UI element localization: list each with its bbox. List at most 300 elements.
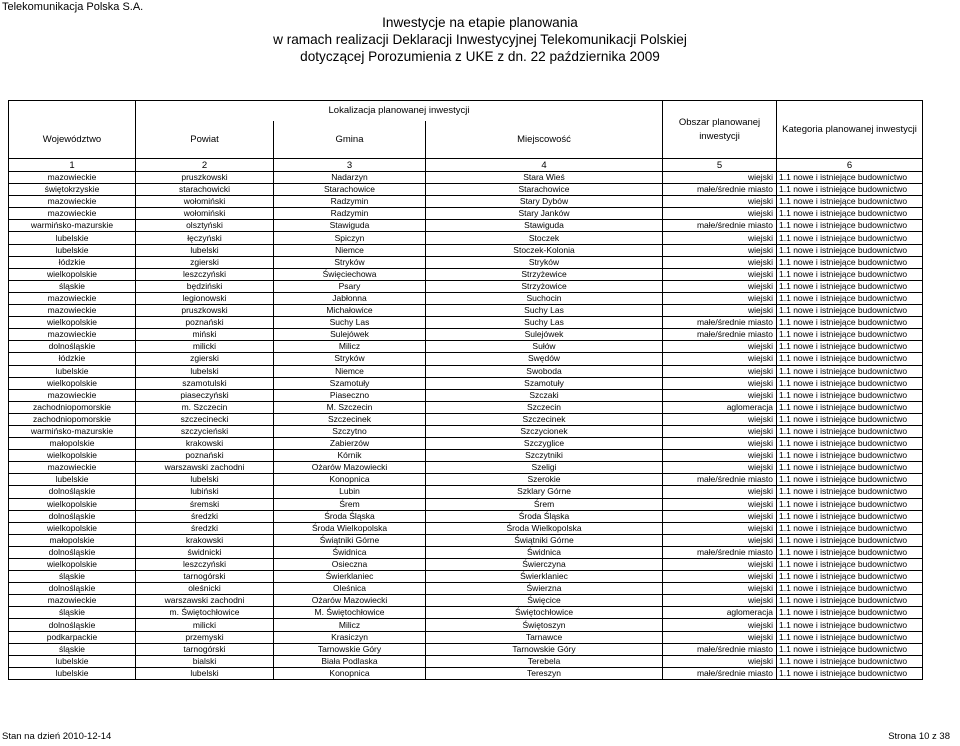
cell-gmina: Radzymin xyxy=(274,196,426,208)
cell-miejscowosc: Starachowice xyxy=(426,184,663,196)
cell-powiat: średzki xyxy=(136,510,274,522)
cell-miejscowosc: Stara Wieś xyxy=(426,172,663,184)
cell-miejscowosc: Stoczek-Kolonia xyxy=(426,244,663,256)
cell-obszar: aglomeracja xyxy=(663,401,777,413)
cell-gmina: Stryków xyxy=(274,353,426,365)
table-row xyxy=(9,498,923,510)
table-row xyxy=(9,438,923,450)
table-row xyxy=(9,655,923,667)
cell-powiat: świdnicki xyxy=(136,546,274,558)
cell-gmina: Stryków xyxy=(274,256,426,268)
cell-miejscowosc: Świdnica xyxy=(426,546,663,558)
cell-gmina: Ożarów Mazowiecki xyxy=(274,462,426,474)
cell-wojewodztwo: śląskie xyxy=(9,607,136,619)
cell-powiat: leszczyński xyxy=(136,268,274,280)
cell-obszar: wiejski xyxy=(663,268,777,280)
column-number: 1 xyxy=(9,159,136,172)
cell-obszar: wiejski xyxy=(663,365,777,377)
table-row xyxy=(9,172,923,184)
cell-kategoria: 1.1 nowe i istniejące budownictwo xyxy=(777,595,923,607)
location-group-header: Lokalizacja planowanej inwestycji xyxy=(136,101,663,121)
cell-kategoria: 1.1 nowe i istniejące budownictwo xyxy=(777,196,923,208)
cell-gmina: Osieczna xyxy=(274,559,426,571)
cell-gmina: Radzymin xyxy=(274,208,426,220)
cell-miejscowosc: Szczecin xyxy=(426,401,663,413)
cell-kategoria: 1.1 nowe i istniejące budownictwo xyxy=(777,534,923,546)
cell-kategoria: 1.1 nowe i istniejące budownictwo xyxy=(777,244,923,256)
cell-kategoria: 1.1 nowe i istniejące budownictwo xyxy=(777,401,923,413)
cell-miejscowosc: Stryków xyxy=(426,256,663,268)
cell-powiat: milicki xyxy=(136,341,274,353)
header-obszar: Obszar planowanej inwestycji xyxy=(663,101,777,159)
cell-miejscowosc: Strzyżewice xyxy=(426,268,663,280)
cell-wojewodztwo: warmińsko-mazurskie xyxy=(9,425,136,437)
column-number: 6 xyxy=(777,159,923,172)
title-line-2: w ramach realizacji Deklaracji Inwestycyjnej Telekomunikacji Polskiej xyxy=(273,32,687,47)
cell-miejscowosc: Środa Wielkopolska xyxy=(426,522,663,534)
cell-kategoria: 1.1 nowe i istniejące budownictwo xyxy=(777,522,923,534)
cell-kategoria: 1.1 nowe i istniejące budownictwo xyxy=(777,317,923,329)
cell-miejscowosc: Swędów xyxy=(426,353,663,365)
cell-gmina: Świątniki Górne xyxy=(274,534,426,546)
cell-miejscowosc: Szamotuły xyxy=(426,377,663,389)
cell-powiat: pruszkowski xyxy=(136,305,274,317)
cell-wojewodztwo: lubelskie xyxy=(9,244,136,256)
cell-powiat: poznański xyxy=(136,450,274,462)
cell-wojewodztwo: małopolskie xyxy=(9,438,136,450)
cell-wojewodztwo: mazowieckie xyxy=(9,172,136,184)
table-row xyxy=(9,377,923,389)
cell-powiat: śremski xyxy=(136,498,274,510)
table-row xyxy=(9,220,923,232)
table-row xyxy=(9,232,923,244)
cell-obszar: wiejski xyxy=(663,341,777,353)
cell-powiat: lubelski xyxy=(136,244,274,256)
cell-obszar: wiejski xyxy=(663,353,777,365)
table-row xyxy=(9,196,923,208)
cell-miejscowosc: Sulejówek xyxy=(426,329,663,341)
cell-wojewodztwo: wielkopolskie xyxy=(9,559,136,571)
column-number: 4 xyxy=(426,159,663,172)
cell-gmina: Nadarzyn xyxy=(274,172,426,184)
cell-kategoria: 1.1 nowe i istniejące budownictwo xyxy=(777,486,923,498)
cell-gmina: Środa Śląska xyxy=(274,510,426,522)
cell-obszar: wiejski xyxy=(663,510,777,522)
cell-obszar: wiejski xyxy=(663,413,777,425)
cell-gmina: Psary xyxy=(274,280,426,292)
cell-kategoria: 1.1 nowe i istniejące budownictwo xyxy=(777,329,923,341)
cell-wojewodztwo: świętokrzyskie xyxy=(9,184,136,196)
cell-obszar: wiejski xyxy=(663,498,777,510)
header-wojewodztwo: Województwo xyxy=(9,121,136,159)
table-row xyxy=(9,292,923,304)
cell-powiat: piaseczyński xyxy=(136,389,274,401)
cell-obszar: wiejski xyxy=(663,450,777,462)
cell-miejscowosc: Swoboda xyxy=(426,365,663,377)
cell-obszar: wiejski xyxy=(663,571,777,583)
cell-kategoria: 1.1 nowe i istniejące budownictwo xyxy=(777,559,923,571)
table-body xyxy=(9,172,923,680)
cell-miejscowosc: Szklary Górne xyxy=(426,486,663,498)
cell-wojewodztwo: lubelskie xyxy=(9,667,136,679)
cell-powiat: milicki xyxy=(136,619,274,631)
cell-miejscowosc: Suchocin xyxy=(426,292,663,304)
cell-obszar: małe/średnie miasto xyxy=(663,220,777,232)
cell-wojewodztwo: zachodniopomorskie xyxy=(9,413,136,425)
cell-wojewodztwo: małopolskie xyxy=(9,534,136,546)
cell-wojewodztwo: dolnośląskie xyxy=(9,546,136,558)
cell-miejscowosc: Tarnawce xyxy=(426,631,663,643)
table-row xyxy=(9,184,923,196)
cell-miejscowosc: Szerokie xyxy=(426,474,663,486)
cell-gmina: Świdnica xyxy=(274,546,426,558)
cell-wojewodztwo: dolnośląskie xyxy=(9,619,136,631)
table-row xyxy=(9,571,923,583)
cell-wojewodztwo: lubelskie xyxy=(9,232,136,244)
cell-powiat: warszawski zachodni xyxy=(136,595,274,607)
cell-powiat: krakowski xyxy=(136,438,274,450)
cell-wojewodztwo: łódzkie xyxy=(9,353,136,365)
cell-obszar: wiejski xyxy=(663,583,777,595)
cell-kategoria: 1.1 nowe i istniejące budownictwo xyxy=(777,232,923,244)
cell-gmina: Milicz xyxy=(274,619,426,631)
cell-powiat: lubelski xyxy=(136,365,274,377)
cell-gmina: M. Świętochłowice xyxy=(274,607,426,619)
cell-obszar: małe/średnie miasto xyxy=(663,184,777,196)
cell-obszar: wiejski xyxy=(663,196,777,208)
cell-powiat: lubiński xyxy=(136,486,274,498)
cell-wojewodztwo: wielkopolskie xyxy=(9,522,136,534)
cell-powiat: warszawski zachodni xyxy=(136,462,274,474)
cell-gmina: Kórnik xyxy=(274,450,426,462)
table-row xyxy=(9,486,923,498)
cell-powiat: szczecinecki xyxy=(136,413,274,425)
cell-wojewodztwo: wielkopolskie xyxy=(9,498,136,510)
cell-powiat: zgierski xyxy=(136,353,274,365)
cell-powiat: wołomiński xyxy=(136,196,274,208)
cell-kategoria: 1.1 nowe i istniejące budownictwo xyxy=(777,462,923,474)
cell-obszar: wiejski xyxy=(663,619,777,631)
cell-miejscowosc: Świętoszyn xyxy=(426,619,663,631)
table-row xyxy=(9,643,923,655)
table-row xyxy=(9,522,923,534)
cell-powiat: m. Świętochłowice xyxy=(136,607,274,619)
cell-gmina: Śrem xyxy=(274,498,426,510)
cell-obszar: wiejski xyxy=(663,244,777,256)
cell-kategoria: 1.1 nowe i istniejące budownictwo xyxy=(777,353,923,365)
cell-wojewodztwo: łódzkie xyxy=(9,256,136,268)
cell-powiat: leszczyński xyxy=(136,559,274,571)
table-row xyxy=(9,425,923,437)
cell-kategoria: 1.1 nowe i istniejące budownictwo xyxy=(777,631,923,643)
cell-kategoria: 1.1 nowe i istniejące budownictwo xyxy=(777,292,923,304)
cell-wojewodztwo: mazowieckie xyxy=(9,305,136,317)
cell-miejscowosc: Szczytniki xyxy=(426,450,663,462)
cell-gmina: Jabłonna xyxy=(274,292,426,304)
cell-kategoria: 1.1 nowe i istniejące budownictwo xyxy=(777,377,923,389)
cell-gmina: Ożarów Mazowiecki xyxy=(274,595,426,607)
cell-powiat: miński xyxy=(136,329,274,341)
cell-gmina: Suchy Las xyxy=(274,317,426,329)
document-title xyxy=(0,14,960,65)
cell-powiat: będziński xyxy=(136,280,274,292)
cell-kategoria: 1.1 nowe i istniejące budownictwo xyxy=(777,510,923,522)
cell-powiat: szczycieński xyxy=(136,425,274,437)
cell-kategoria: 1.1 nowe i istniejące budownictwo xyxy=(777,571,923,583)
cell-obszar: wiejski xyxy=(663,208,777,220)
column-number: 5 xyxy=(663,159,777,172)
cell-gmina: Krasiczyn xyxy=(274,631,426,643)
cell-powiat: starachowicki xyxy=(136,184,274,196)
cell-gmina: Michałowice xyxy=(274,305,426,317)
cell-obszar: wiejski xyxy=(663,377,777,389)
header-gmina: Gmina xyxy=(274,121,426,159)
cell-gmina: Niemce xyxy=(274,244,426,256)
table-row xyxy=(9,546,923,558)
cell-wojewodztwo: mazowieckie xyxy=(9,208,136,220)
cell-kategoria: 1.1 nowe i istniejące budownictwo xyxy=(777,607,923,619)
cell-gmina: Tarnowskie Góry xyxy=(274,643,426,655)
cell-obszar: wiejski xyxy=(663,425,777,437)
table-row xyxy=(9,280,923,292)
page-number: Strona 10 z 38 xyxy=(888,731,950,742)
cell-miejscowosc: Szeligi xyxy=(426,462,663,474)
cell-obszar: wiejski xyxy=(663,438,777,450)
cell-powiat: tarnogórski xyxy=(136,643,274,655)
cell-wojewodztwo: zachodniopomorskie xyxy=(9,401,136,413)
cell-miejscowosc: Tarnowskie Góry xyxy=(426,643,663,655)
cell-powiat: pruszkowski xyxy=(136,172,274,184)
cell-gmina: Biała Podlaska xyxy=(274,655,426,667)
cell-gmina: Święciechowa xyxy=(274,268,426,280)
table-row xyxy=(9,329,923,341)
table-row xyxy=(9,401,923,413)
cell-powiat: bialski xyxy=(136,655,274,667)
cell-gmina: Szczytno xyxy=(274,425,426,437)
cell-wojewodztwo: mazowieckie xyxy=(9,389,136,401)
cell-miejscowosc: Stary Dybów xyxy=(426,196,663,208)
cell-kategoria: 1.1 nowe i istniejące budownictwo xyxy=(777,220,923,232)
cell-powiat: lubelski xyxy=(136,667,274,679)
cell-kategoria: 1.1 nowe i istniejące budownictwo xyxy=(777,341,923,353)
cell-kategoria: 1.1 nowe i istniejące budownictwo xyxy=(777,389,923,401)
table-row xyxy=(9,534,923,546)
cell-powiat: łęczyński xyxy=(136,232,274,244)
cell-powiat: zgierski xyxy=(136,256,274,268)
cell-gmina: Szamotuły xyxy=(274,377,426,389)
cell-obszar: małe/średnie miasto xyxy=(663,643,777,655)
cell-obszar: małe/średnie miasto xyxy=(663,474,777,486)
cell-miejscowosc: Świerczyna xyxy=(426,559,663,571)
cell-wojewodztwo: lubelskie xyxy=(9,365,136,377)
cell-wojewodztwo: podkarpackie xyxy=(9,631,136,643)
title-line-3: dotyczącej Porozumienia z UKE z dn. 22 października 2009 xyxy=(300,49,660,64)
cell-wojewodztwo: wielkopolskie xyxy=(9,317,136,329)
table-row xyxy=(9,208,923,220)
cell-gmina: Świerklaniec xyxy=(274,571,426,583)
table-row xyxy=(9,450,923,462)
table-row xyxy=(9,619,923,631)
cell-powiat: przemyski xyxy=(136,631,274,643)
cell-gmina: Sulejówek xyxy=(274,329,426,341)
cell-kategoria: 1.1 nowe i istniejące budownictwo xyxy=(777,184,923,196)
cell-powiat: krakowski xyxy=(136,534,274,546)
cell-miejscowosc: Szczaki xyxy=(426,389,663,401)
cell-miejscowosc: Świątniki Górne xyxy=(426,534,663,546)
table-row xyxy=(9,365,923,377)
table-row xyxy=(9,583,923,595)
cell-obszar: wiejski xyxy=(663,292,777,304)
cell-gmina: Spiczyn xyxy=(274,232,426,244)
cell-powiat: lubelski xyxy=(136,474,274,486)
cell-miejscowosc: Sułów xyxy=(426,341,663,353)
cell-gmina: Stawiguda xyxy=(274,220,426,232)
cell-wojewodztwo: warmińsko-mazurskie xyxy=(9,220,136,232)
cell-obszar: wiejski xyxy=(663,486,777,498)
cell-obszar: wiejski xyxy=(663,631,777,643)
cell-miejscowosc: Stary Janków xyxy=(426,208,663,220)
cell-kategoria: 1.1 nowe i istniejące budownictwo xyxy=(777,450,923,462)
cell-miejscowosc: Świerklaniec xyxy=(426,571,663,583)
cell-kategoria: 1.1 nowe i istniejące budownictwo xyxy=(777,643,923,655)
cell-wojewodztwo: śląskie xyxy=(9,571,136,583)
cell-miejscowosc: Suchy Las xyxy=(426,317,663,329)
cell-wojewodztwo: wielkopolskie xyxy=(9,377,136,389)
cell-gmina: Milicz xyxy=(274,341,426,353)
cell-obszar: wiejski xyxy=(663,232,777,244)
cell-kategoria: 1.1 nowe i istniejące budownictwo xyxy=(777,667,923,679)
investments-table xyxy=(8,100,923,680)
cell-powiat: m. Szczecin xyxy=(136,401,274,413)
header-miejscowosc: Miejscowość xyxy=(426,121,663,159)
cell-miejscowosc: Tereszyn xyxy=(426,667,663,679)
cell-kategoria: 1.1 nowe i istniejące budownictwo xyxy=(777,280,923,292)
cell-miejscowosc: Świerzna xyxy=(426,583,663,595)
cell-wojewodztwo: lubelskie xyxy=(9,474,136,486)
table-row xyxy=(9,510,923,522)
table-row xyxy=(9,244,923,256)
cell-kategoria: 1.1 nowe i istniejące budownictwo xyxy=(777,619,923,631)
cell-gmina: Szczecinek xyxy=(274,413,426,425)
cell-kategoria: 1.1 nowe i istniejące budownictwo xyxy=(777,172,923,184)
cell-miejscowosc: Świętochłowice xyxy=(426,607,663,619)
table-row xyxy=(9,317,923,329)
cell-powiat: średzki xyxy=(136,522,274,534)
cell-gmina: M. Szczecin xyxy=(274,401,426,413)
cell-gmina: Starachowice xyxy=(274,184,426,196)
table-row xyxy=(9,353,923,365)
cell-powiat: poznański xyxy=(136,317,274,329)
cell-miejscowosc: Stoczek xyxy=(426,232,663,244)
cell-obszar: wiejski xyxy=(663,305,777,317)
cell-obszar: wiejski xyxy=(663,462,777,474)
cell-gmina: Zabierzów xyxy=(274,438,426,450)
cell-kategoria: 1.1 nowe i istniejące budownictwo xyxy=(777,655,923,667)
cell-wojewodztwo: wielkopolskie xyxy=(9,268,136,280)
cell-miejscowosc: Suchy Las xyxy=(426,305,663,317)
cell-powiat: olsztyński xyxy=(136,220,274,232)
cell-kategoria: 1.1 nowe i istniejące budownictwo xyxy=(777,268,923,280)
cell-miejscowosc: Terebela xyxy=(426,655,663,667)
cell-wojewodztwo: dolnośląskie xyxy=(9,510,136,522)
column-number: 2 xyxy=(136,159,274,172)
cell-gmina: Konopnica xyxy=(274,474,426,486)
table-row xyxy=(9,631,923,643)
cell-obszar: wiejski xyxy=(663,256,777,268)
cell-wojewodztwo: dolnośląskie xyxy=(9,341,136,353)
cell-miejscowosc: Stawiguda xyxy=(426,220,663,232)
table-row xyxy=(9,389,923,401)
cell-obszar: wiejski xyxy=(663,655,777,667)
table-row xyxy=(9,462,923,474)
cell-obszar: wiejski xyxy=(663,280,777,292)
cell-wojewodztwo: śląskie xyxy=(9,280,136,292)
cell-wojewodztwo: wielkopolskie xyxy=(9,450,136,462)
cell-wojewodztwo: mazowieckie xyxy=(9,595,136,607)
cell-wojewodztwo: mazowieckie xyxy=(9,196,136,208)
table-row xyxy=(9,474,923,486)
cell-obszar: wiejski xyxy=(663,522,777,534)
cell-kategoria: 1.1 nowe i istniejące budownictwo xyxy=(777,256,923,268)
cell-powiat: oleśnicki xyxy=(136,583,274,595)
status-date: Stan na dzień 2010-12-14 xyxy=(2,731,112,742)
cell-miejscowosc: Środa Śląska xyxy=(426,510,663,522)
cell-wojewodztwo: dolnośląskie xyxy=(9,583,136,595)
cell-kategoria: 1.1 nowe i istniejące budownictwo xyxy=(777,425,923,437)
table-row xyxy=(9,268,923,280)
cell-gmina: Konopnica xyxy=(274,667,426,679)
cell-obszar: aglomeracja xyxy=(663,607,777,619)
cell-wojewodztwo: mazowieckie xyxy=(9,462,136,474)
cell-miejscowosc: Strzyżowice xyxy=(426,280,663,292)
cell-gmina: Lubin xyxy=(274,486,426,498)
cell-obszar: wiejski xyxy=(663,595,777,607)
cell-kategoria: 1.1 nowe i istniejące budownictwo xyxy=(777,413,923,425)
cell-miejscowosc: Śrem xyxy=(426,498,663,510)
cell-wojewodztwo: mazowieckie xyxy=(9,329,136,341)
cell-kategoria: 1.1 nowe i istniejące budownictwo xyxy=(777,474,923,486)
cell-kategoria: 1.1 nowe i istniejące budownictwo xyxy=(777,546,923,558)
table-row xyxy=(9,256,923,268)
cell-wojewodztwo: mazowieckie xyxy=(9,292,136,304)
cell-gmina: Niemce xyxy=(274,365,426,377)
table-row xyxy=(9,595,923,607)
cell-gmina: Piaseczno xyxy=(274,389,426,401)
cell-wojewodztwo: śląskie xyxy=(9,643,136,655)
cell-obszar: wiejski xyxy=(663,172,777,184)
cell-miejscowosc: Szczecinek xyxy=(426,413,663,425)
company-name: Telekomunikacja Polska S.A. xyxy=(2,1,144,13)
cell-miejscowosc: Szczyglice xyxy=(426,438,663,450)
table-row xyxy=(9,341,923,353)
cell-kategoria: 1.1 nowe i istniejące budownictwo xyxy=(777,583,923,595)
cell-wojewodztwo: lubelskie xyxy=(9,655,136,667)
cell-obszar: wiejski xyxy=(663,389,777,401)
header-kategoria: Kategoria planowanej inwestycji xyxy=(777,101,923,159)
table-row xyxy=(9,559,923,571)
cell-powiat: wołomiński xyxy=(136,208,274,220)
cell-powiat: szamotulski xyxy=(136,377,274,389)
header-powiat: Powiat xyxy=(136,121,274,159)
cell-miejscowosc: Szczycionek xyxy=(426,425,663,437)
table-row xyxy=(9,305,923,317)
cell-kategoria: 1.1 nowe i istniejące budownictwo xyxy=(777,365,923,377)
cell-powiat: tarnogórski xyxy=(136,571,274,583)
cell-kategoria: 1.1 nowe i istniejące budownictwo xyxy=(777,498,923,510)
cell-kategoria: 1.1 nowe i istniejące budownictwo xyxy=(777,438,923,450)
cell-obszar: małe/średnie miasto xyxy=(663,546,777,558)
title-line-1: Inwestycje na etapie planowania xyxy=(382,15,578,30)
